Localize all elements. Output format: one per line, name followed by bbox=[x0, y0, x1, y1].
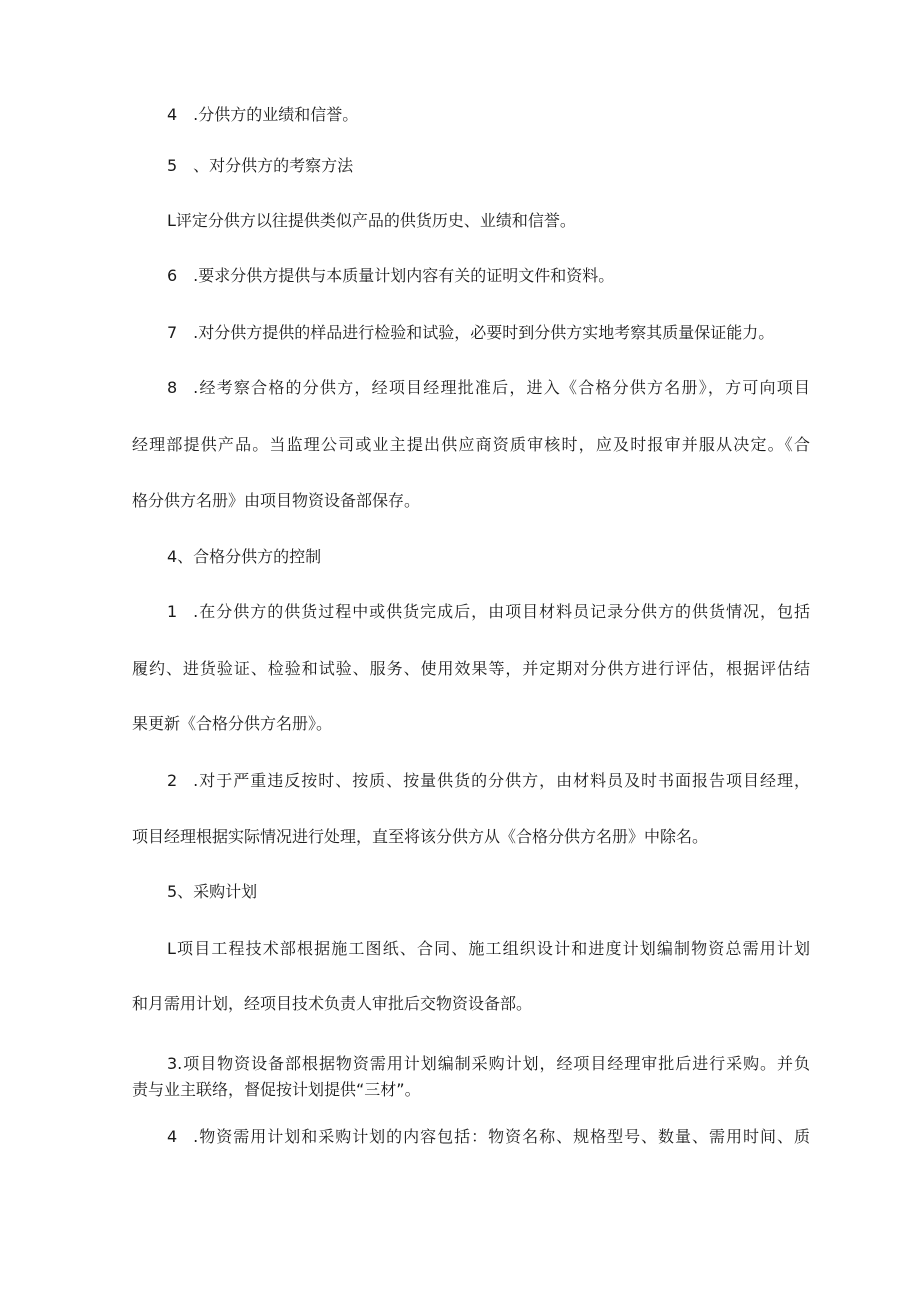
text-line: 和月需用计划，经项目技术负责人审批后交物资设备部。 bbox=[132, 994, 533, 1013]
text-line: 8 .经考察合格的分供方，经项目经理批准后，进入《合格分供方名册》，方可向项目 bbox=[167, 378, 810, 397]
text-line: 责与业主联络，督促按计划提供“三材”。 bbox=[132, 1080, 421, 1099]
text-line: 4 .分供方的业绩和信誉。 bbox=[167, 105, 359, 124]
text-line: 5 、对分供方的考察方法 bbox=[167, 156, 354, 175]
text-line: 4 .物资需用计划和采购计划的内容包括：物资名称、规格型号、数量、需用时间、质 bbox=[167, 1127, 810, 1146]
text-line: 1 .在分供方的供货过程中或供货完成后，由项目材料员记录分供方的供货情况，包括 bbox=[167, 602, 810, 621]
text-line: L评定分供方以往提供类似产品的供货历史、业绩和信誉。 bbox=[167, 211, 576, 230]
section-heading: 4、合格分供方的控制 bbox=[167, 547, 322, 566]
text-line: L项目工程技术部根据施工图纸、合同、施工组织设计和进度计划编制物资总需用计划 bbox=[167, 939, 810, 958]
text-line: 6 .要求分供方提供与本质量计划内容有关的证明文件和资料。 bbox=[167, 266, 615, 285]
text-line: 履约、进货验证、检验和试验、服务、使用效果等，并定期对分供方进行评估，根据评估结 bbox=[132, 659, 810, 678]
text-line: 项目经理根据实际情况进行处理，直至将该分供方从《合格分供方名册》中除名。 bbox=[132, 827, 709, 846]
text-line: 7 .对分供方提供的样品进行检验和试验，必要时到分供方实地考察其质量保证能力。 bbox=[167, 323, 775, 342]
text-line: 格分供方名册》由项目物资设备部保存。 bbox=[132, 491, 421, 510]
text-line: 果更新《合格分供方名册》。 bbox=[132, 714, 333, 733]
text-line: 2 .对于严重违反按时、按质、按量供货的分供方，由材料员及时书面报告项目经理， bbox=[167, 771, 810, 790]
section-heading: 5、采购计划 bbox=[167, 882, 258, 901]
text-line: 3.项目物资设备部根据物资需用计划编制采购计划，经项目经理审批后进行采购。并负 bbox=[167, 1054, 810, 1073]
text-line: 经理部提供产品。当监理公司或业主提出供应商资质审核时，应及时报审并服从决定。《合 bbox=[132, 435, 810, 454]
